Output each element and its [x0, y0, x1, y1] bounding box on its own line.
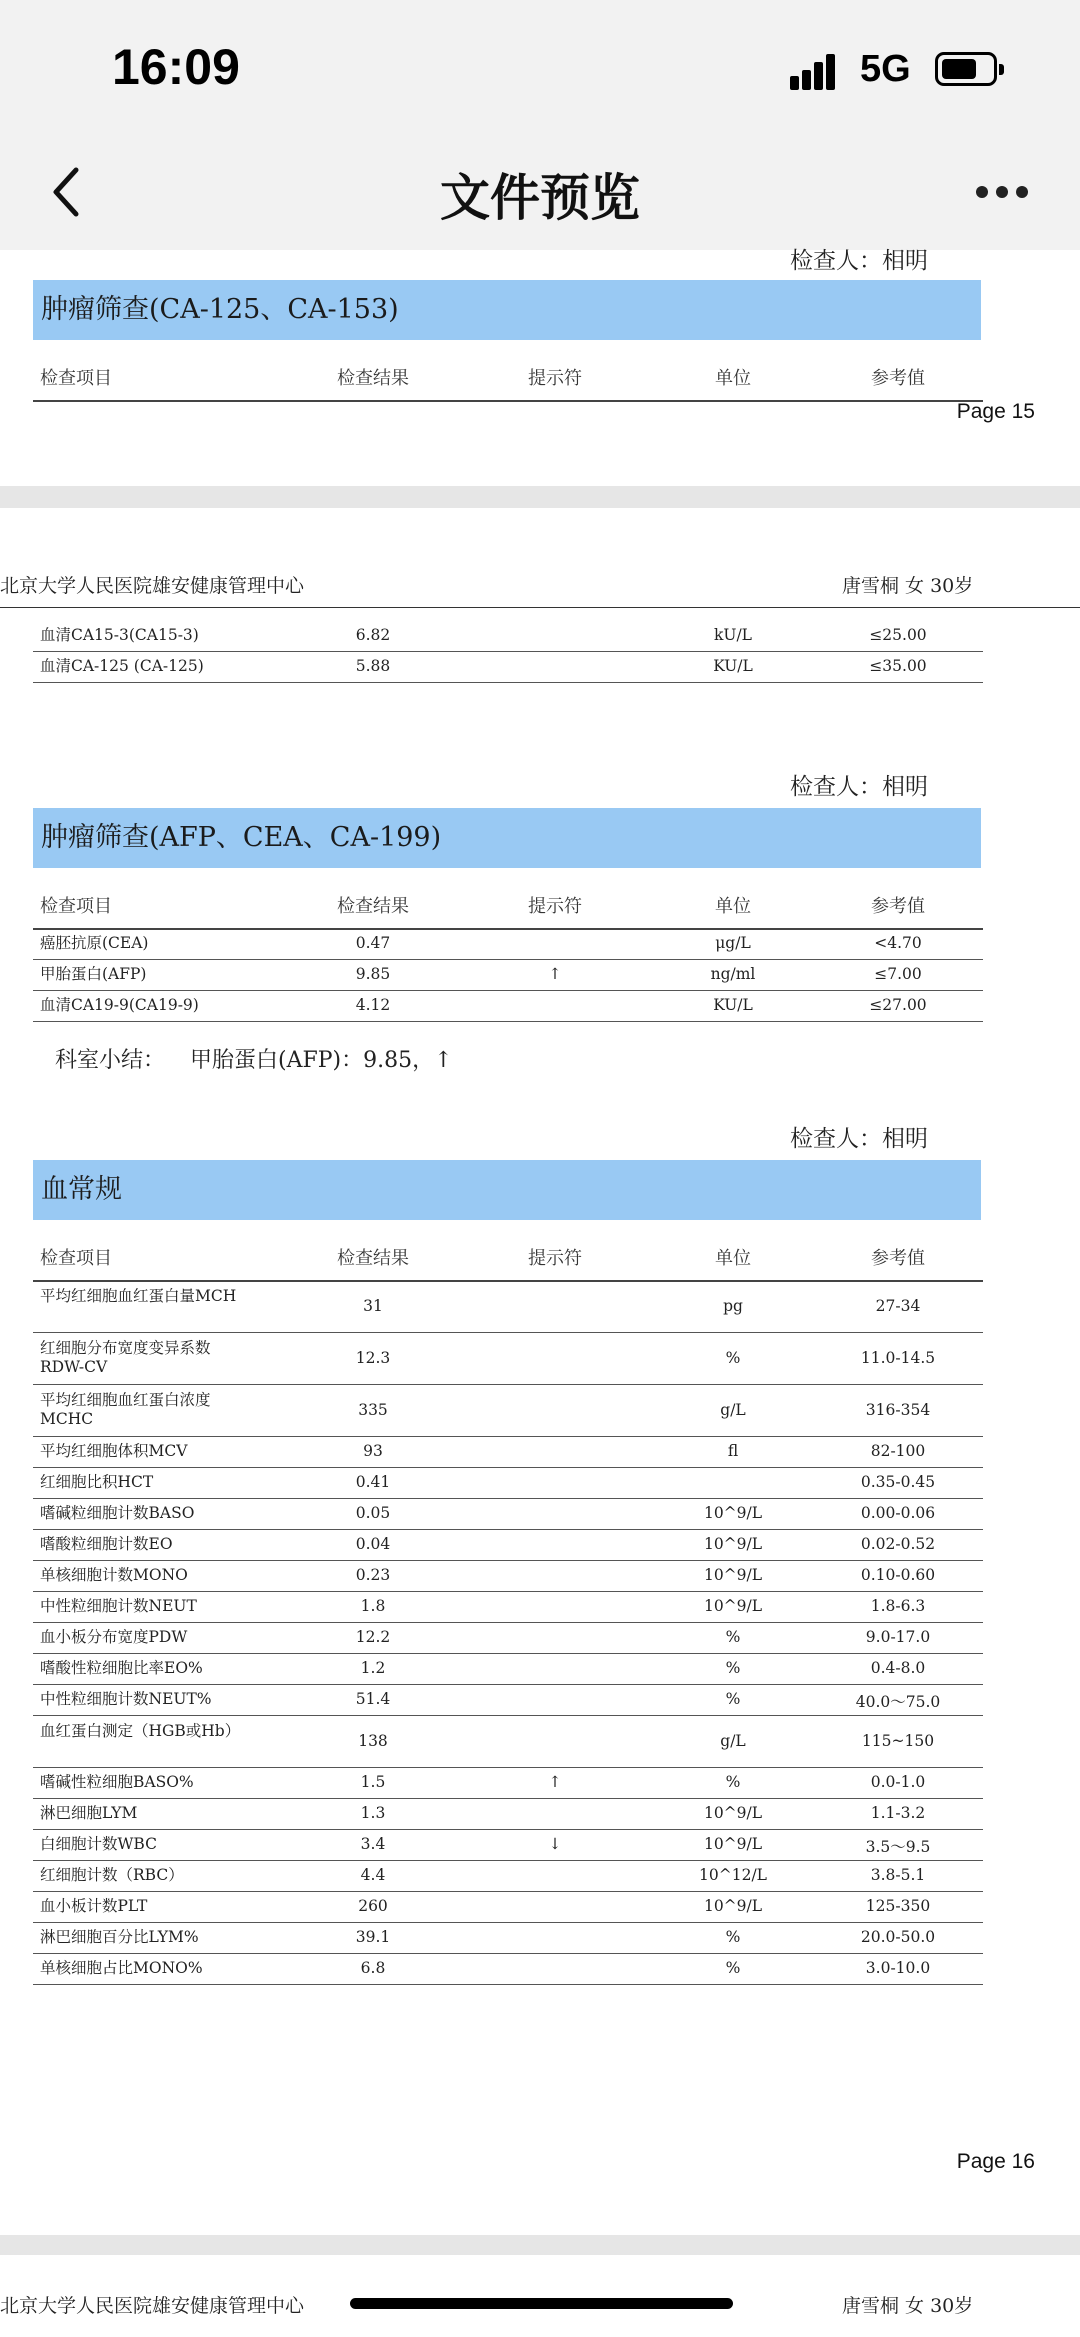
item-unit: 10^9/L	[703, 1504, 763, 1522]
item-reference: 3.0-10.0	[865, 1959, 931, 1977]
battery-icon	[935, 52, 997, 86]
table-row	[33, 1591, 983, 1623]
item-name: 平均红细胞血红蛋白量MCH	[40, 1287, 237, 1305]
section-title: 肿瘤筛查(AFP、CEA、CA-199)	[33, 808, 981, 868]
patient-info: 唐雪桐 女 30岁	[842, 2295, 974, 2317]
table-row	[33, 1622, 983, 1654]
checker-label: 检查人：相明	[790, 774, 928, 800]
item-reference: 0.00-0.06	[860, 1504, 936, 1522]
item-reference: 3.5～9.5	[865, 1838, 931, 1856]
table-row	[33, 1767, 983, 1799]
patient-info: 唐雪桐 女 30岁	[842, 575, 974, 597]
item-unit: 10^9/L	[703, 1835, 763, 1853]
nav-bar	[0, 140, 1080, 250]
header-flag: 提示符	[528, 1248, 582, 1269]
item-unit: %	[725, 1628, 741, 1646]
item-unit: KU/L	[713, 996, 753, 1014]
item-name: 嗜碱粒细胞计数BASO	[40, 1504, 195, 1522]
item-result: 3.4	[360, 1835, 386, 1853]
item-name: 癌胚抗原(CEA)	[40, 934, 149, 952]
header-item: 检查项目	[40, 1248, 112, 1269]
item-reference: 125-350	[865, 1897, 931, 1915]
item-name: 血清CA19-9(CA19-9)	[40, 996, 199, 1014]
item-unit: kU/L	[714, 626, 752, 644]
item-unit: 10^9/L	[703, 1804, 763, 1822]
table-row	[33, 1332, 983, 1385]
table-row	[33, 1498, 983, 1530]
page-number: Page 16	[956, 2150, 1035, 2173]
item-result: 6.8	[360, 1959, 386, 1977]
item-unit: 10^9/L	[703, 1897, 763, 1915]
item-name: 甲胎蛋白(AFP)	[40, 965, 147, 983]
document-page-17	[0, 2255, 1080, 2337]
item-reference: 0.35-0.45	[860, 1473, 936, 1491]
item-reference: 20.0-50.0	[860, 1928, 936, 1946]
header-reference: 参考值	[871, 896, 925, 917]
item-result: 1.2	[360, 1659, 386, 1677]
header-item: 检查项目	[40, 896, 112, 917]
item-reference: 3.8-5.1	[870, 1866, 926, 1884]
item-name: 平均红细胞体积MCV	[40, 1442, 188, 1460]
header-result: 检查结果	[337, 1248, 409, 1269]
item-unit: 10^9/L	[703, 1566, 763, 1584]
item-reference: ≤27.00	[869, 996, 927, 1014]
checker-label: 检查人：相明	[790, 1126, 928, 1152]
item-name: 白细胞计数WBC	[40, 1835, 157, 1853]
header-result: 检查结果	[337, 368, 409, 389]
item-reference: 9.0-17.0	[865, 1628, 931, 1646]
document-page-16	[0, 508, 1080, 2235]
home-indicator[interactable]	[350, 2298, 733, 2309]
item-name: 血小板分布宽度PDW	[40, 1628, 188, 1646]
item-name: 嗜碱性粒细胞BASO%	[40, 1773, 194, 1791]
table-row	[33, 990, 983, 1022]
table-row	[33, 928, 983, 960]
item-result: 138	[358, 1732, 388, 1750]
network-type: 5G	[860, 48, 911, 90]
section-title: 肿瘤筛查(CA-125、CA-153)	[33, 280, 981, 340]
item-result: 0.23	[355, 1566, 391, 1584]
item-result: 0.47	[355, 934, 391, 952]
item-name: 淋巴细胞百分比LYM%	[40, 1928, 199, 1946]
item-result: 335	[358, 1401, 388, 1419]
more-icon[interactable]	[972, 186, 1032, 200]
header-flag: 提示符	[528, 368, 582, 389]
item-unit: %	[725, 1659, 741, 1677]
table-header	[33, 1234, 983, 1282]
table-row	[33, 1560, 983, 1592]
item-result: 4.12	[355, 996, 391, 1014]
item-reference: 1.8-6.3	[870, 1597, 926, 1615]
item-name: 嗜酸性粒细胞比率EO%	[40, 1659, 203, 1677]
status-time: 16:09	[112, 39, 240, 95]
item-result: 0.04	[355, 1535, 391, 1553]
item-result: 39.1	[355, 1928, 391, 1946]
item-reference: 0.0-1.0	[870, 1773, 926, 1791]
item-reference: ≤25.00	[869, 626, 927, 644]
status-bar	[0, 0, 1080, 140]
item-result: 51.4	[355, 1690, 391, 1708]
table-row	[33, 1953, 983, 1985]
item-flag: ↑	[548, 1773, 562, 1791]
item-reference: 115~150	[861, 1732, 935, 1750]
item-name: 中性粒细胞计数NEUT%	[40, 1690, 212, 1708]
document-page-15	[0, 250, 1080, 486]
item-result: 0.41	[355, 1473, 391, 1491]
item-unit: 10^9/L	[703, 1535, 763, 1553]
item-unit: ng/ml	[710, 965, 756, 983]
table-header	[33, 354, 983, 402]
page-title: 文件预览	[440, 169, 640, 227]
item-result: 6.82	[355, 626, 391, 644]
item-name: 血清CA-125 (CA-125)	[40, 657, 204, 675]
item-result: 1.3	[360, 1804, 386, 1822]
summary-text: 甲胎蛋白(AFP)：9.85，↑	[190, 1048, 453, 1073]
item-name: 单核细胞计数MONO	[40, 1566, 188, 1584]
table-row	[33, 1467, 983, 1499]
header-reference: 参考值	[871, 1248, 925, 1269]
item-flag: ↓	[548, 1835, 562, 1853]
table-row	[33, 1436, 983, 1468]
header-unit: 单位	[715, 896, 751, 917]
header-unit: 单位	[715, 1248, 751, 1269]
summary-label: 科室小结：	[55, 1048, 166, 1073]
table-row	[33, 1280, 983, 1333]
item-reference: ≤35.00	[869, 657, 927, 675]
item-unit: 10^12/L	[699, 1866, 767, 1884]
item-name: 单核细胞占比MONO%	[40, 1959, 203, 1977]
table-row	[33, 1829, 983, 1861]
item-result: 12.3	[355, 1349, 391, 1367]
header-item: 检查项目	[40, 368, 112, 389]
item-unit: μg/L	[715, 934, 751, 952]
item-reference: 0.10-0.60	[860, 1566, 936, 1584]
item-name: 红细胞比积HCT	[40, 1473, 154, 1491]
item-unit: pg	[723, 1297, 743, 1315]
item-reference: 11.0-14.5	[860, 1349, 936, 1367]
checker-label: 检查人：相明	[790, 248, 928, 274]
header-flag: 提示符	[528, 896, 582, 917]
header-unit: 单位	[715, 368, 751, 389]
section-title: 血常规	[33, 1160, 981, 1220]
item-result: 93	[363, 1442, 383, 1460]
item-name: 平均红细胞血红蛋白浓度MCHC	[40, 1391, 211, 1428]
item-reference: <4.70	[874, 934, 922, 952]
item-unit: g/L	[720, 1401, 746, 1419]
item-reference: ≤7.00	[874, 965, 922, 983]
item-reference: 1.1-3.2	[870, 1804, 926, 1822]
header-result: 检查结果	[337, 896, 409, 917]
item-unit: KU/L	[713, 657, 753, 675]
item-result: 5.88	[355, 657, 391, 675]
page-header	[0, 563, 1080, 608]
item-name: 血小板计数PLT	[40, 1897, 148, 1915]
table-row	[33, 1684, 983, 1716]
table-row	[33, 1922, 983, 1954]
item-result: 260	[358, 1897, 388, 1915]
item-unit: g/L	[720, 1732, 746, 1750]
item-result: 1.8	[360, 1597, 386, 1615]
item-result: 31	[363, 1297, 383, 1315]
table-row	[33, 1384, 983, 1437]
table-row	[33, 651, 983, 683]
item-reference: 27-34	[875, 1297, 921, 1315]
table-row	[33, 1860, 983, 1892]
table-row	[33, 1891, 983, 1923]
signal-icon	[790, 50, 846, 90]
item-unit: 10^9/L	[703, 1597, 763, 1615]
item-unit: %	[725, 1690, 741, 1708]
item-reference: 316-354	[865, 1401, 931, 1419]
table-row	[33, 959, 983, 991]
item-name: 中性粒细胞计数NEUT	[40, 1597, 197, 1615]
table-row	[33, 620, 983, 652]
item-result: 9.85	[355, 965, 391, 983]
item-unit: %	[725, 1773, 741, 1791]
table-row	[33, 1715, 983, 1768]
back-icon[interactable]	[42, 162, 102, 222]
item-result: 12.2	[355, 1628, 391, 1646]
item-result: 4.4	[360, 1866, 386, 1884]
page-number: Page 15	[956, 400, 1035, 423]
item-unit: fl	[727, 1442, 739, 1460]
item-name: 红细胞分布宽度变异系数RDW-CV	[40, 1339, 211, 1376]
item-name: 红细胞计数（RBC）	[40, 1866, 184, 1884]
department-summary	[55, 1043, 453, 1074]
item-unit: %	[725, 1349, 741, 1367]
institution-name: 北京大学人民医院雄安健康管理中心	[0, 2295, 305, 2317]
item-name: 淋巴细胞LYM	[40, 1804, 138, 1822]
item-name: 嗜酸粒细胞计数EO	[40, 1535, 173, 1553]
item-unit: %	[725, 1959, 741, 1977]
item-result: 1.5	[360, 1773, 386, 1791]
table-row	[33, 1798, 983, 1830]
institution-name: 北京大学人民医院雄安健康管理中心	[0, 575, 305, 597]
item-reference: 0.02-0.52	[860, 1535, 936, 1553]
item-result: 0.05	[355, 1504, 391, 1522]
table-row	[33, 1529, 983, 1561]
item-flag: ↑	[548, 965, 562, 983]
item-reference: 0.4-8.0	[870, 1659, 926, 1677]
item-reference: 82-100	[870, 1442, 926, 1460]
item-name: 血清CA15-3(CA15-3)	[40, 626, 199, 644]
item-unit: %	[725, 1928, 741, 1946]
item-reference: 40.0～75.0	[855, 1693, 941, 1711]
header-reference: 参考值	[871, 368, 925, 389]
item-name: 血红蛋白测定（HGB或Hb）	[40, 1722, 241, 1740]
table-header	[33, 882, 983, 930]
table-row	[33, 1653, 983, 1685]
